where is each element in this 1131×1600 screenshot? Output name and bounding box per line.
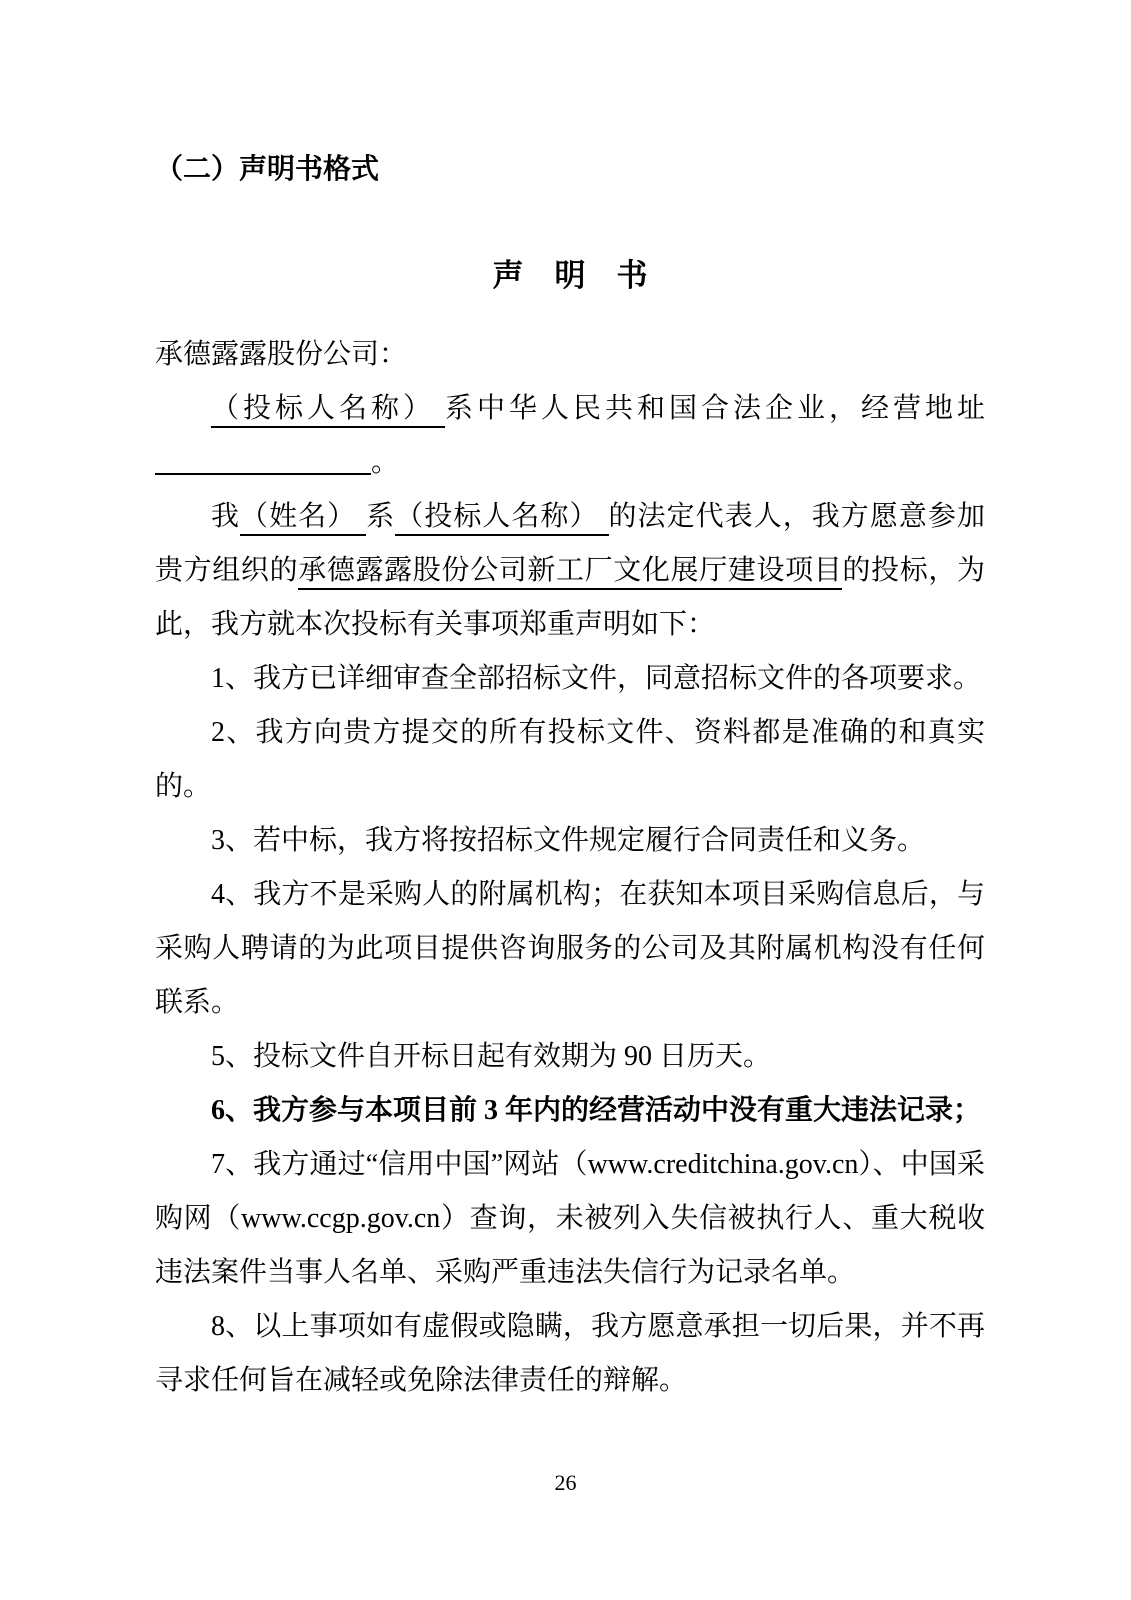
intro-paragraph (155, 382, 985, 490)
document-body (155, 328, 985, 1408)
declaration-item-1: 1、我方已详细审查全部招标文件，同意招标文件的各项要求。 (211, 663, 982, 694)
bidder-name-blank-2: （投标人名称） (395, 501, 608, 536)
project-name-underlined: 承德露露股份公司新工厂文化展厅建设项目 (298, 555, 842, 590)
bidder-name-blank: （投标人名称） (211, 393, 445, 428)
section-heading: （二）声明书格式 (155, 154, 380, 185)
declaration-item-7: 7、我方通过“信用中国”网站（www.creditchina.gov.cn）、中国采购网（www.ccgp.gov.cn）查询，未被列入失信被执行人、重大税收违法案件当事人名单、采购严重违法失信行为记录名单。 (155, 1149, 985, 1288)
declaration-item-2: 2、我方向贵方提交的所有投标文件、资料都是准确的和真实的。 (155, 717, 985, 802)
declaration-item-4: 4、我方不是采购人的附属机构；在获知本项目采购信息后，与采购人聘请的为此项目提供咨询服务的公司及其附属机构没有任何联系。 (155, 879, 985, 1018)
address-blank-line (155, 473, 371, 475)
declaration-item-6: 6、我方参与本项目前 3 年内的经营活动中没有重大违法记录； (211, 1095, 982, 1126)
page-number: 26 (554, 1470, 577, 1495)
intro-text: 系中华人民共和国合法企业，经营地址 (445, 393, 985, 424)
declaration-text-is: 系 (366, 501, 396, 532)
document-title: 声 明 书 (492, 258, 648, 293)
salutation: 承德露露股份公司： (155, 339, 408, 370)
declaration-text-end: 的投标，为此，我方就本次投标有关事项郑重声明如下： (155, 555, 985, 640)
legal-rep-name-blank: （姓名） (240, 501, 366, 536)
declaration-item-3: 3、若中标，我方将按招标文件规定履行合同责任和义务。 (211, 825, 926, 856)
declaration-item-5: 5、投标文件自开标日起有效期为 90 日历天。 (211, 1041, 772, 1072)
declaration-text-we: 我 (211, 501, 241, 532)
declaration-text-middle: 的法定代表人，我方愿意参加贵方组织的 (155, 501, 985, 586)
intro-period: 。 (371, 447, 400, 478)
declaration-paragraph (155, 490, 985, 652)
declaration-item-8: 8、以上事项如有虚假或隐瞒，我方愿意承担一切后果，并不再寻求任何旨在减轻或免除法律责任的辩解。 (155, 1311, 985, 1396)
